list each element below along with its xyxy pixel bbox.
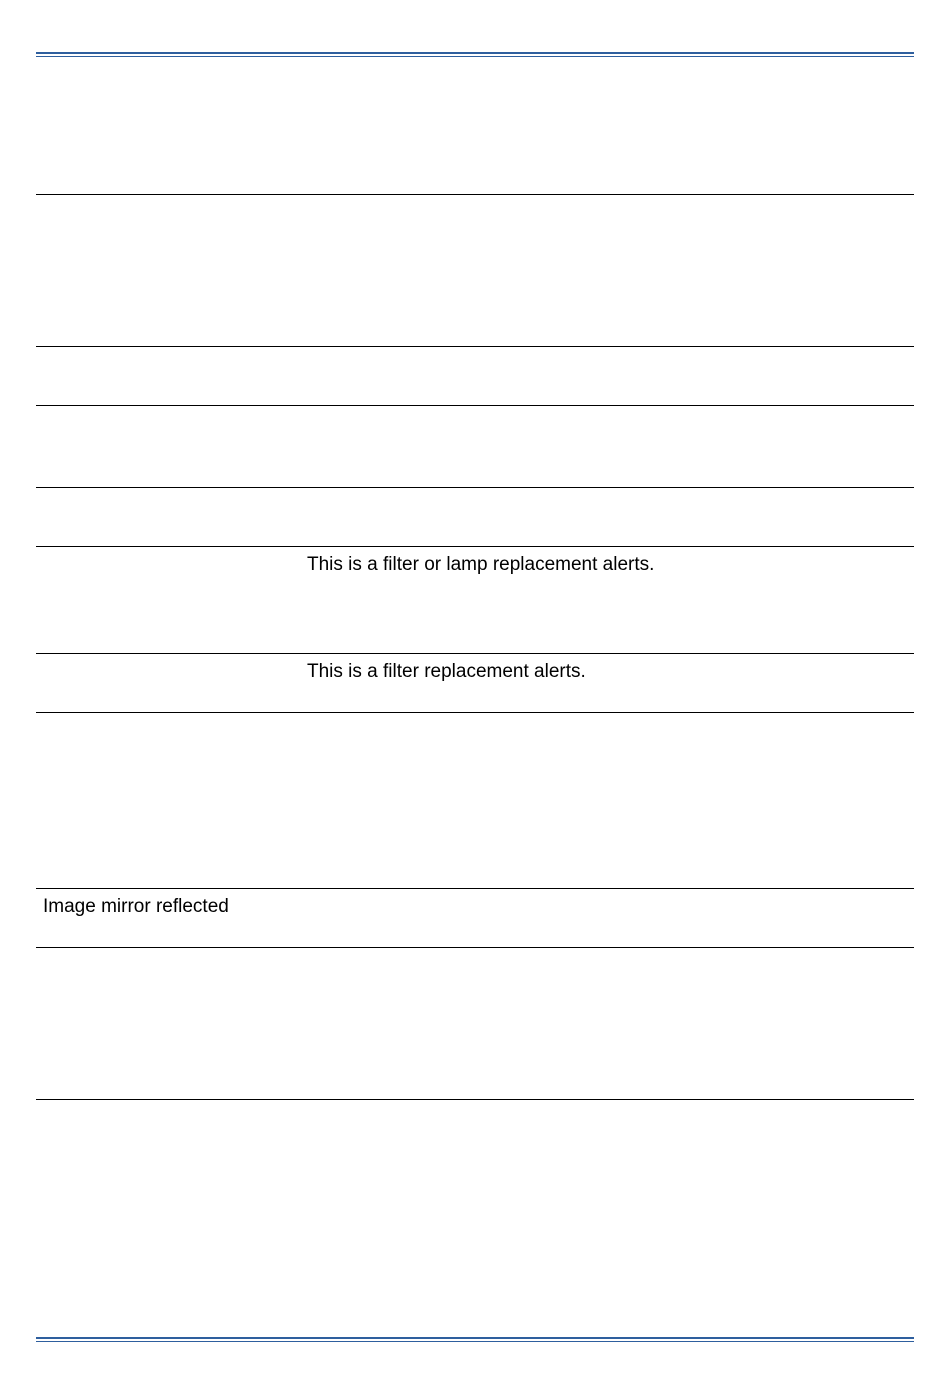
row-divider [36,712,914,713]
row-description: This is a filter replacement alerts. [307,661,586,682]
header-rule [36,52,914,57]
row-divider [36,194,914,195]
row-label: Image mirror reflected [43,896,229,917]
row-divider [36,947,914,948]
row-divider [36,888,914,889]
row-divider [36,653,914,654]
row-divider [36,346,914,347]
row-description: This is a filter or lamp replacement alerts. [307,554,655,575]
row-divider [36,1099,914,1100]
footer-rule [36,1337,914,1342]
row-divider [36,546,914,547]
row-divider [36,487,914,488]
row-divider [36,405,914,406]
